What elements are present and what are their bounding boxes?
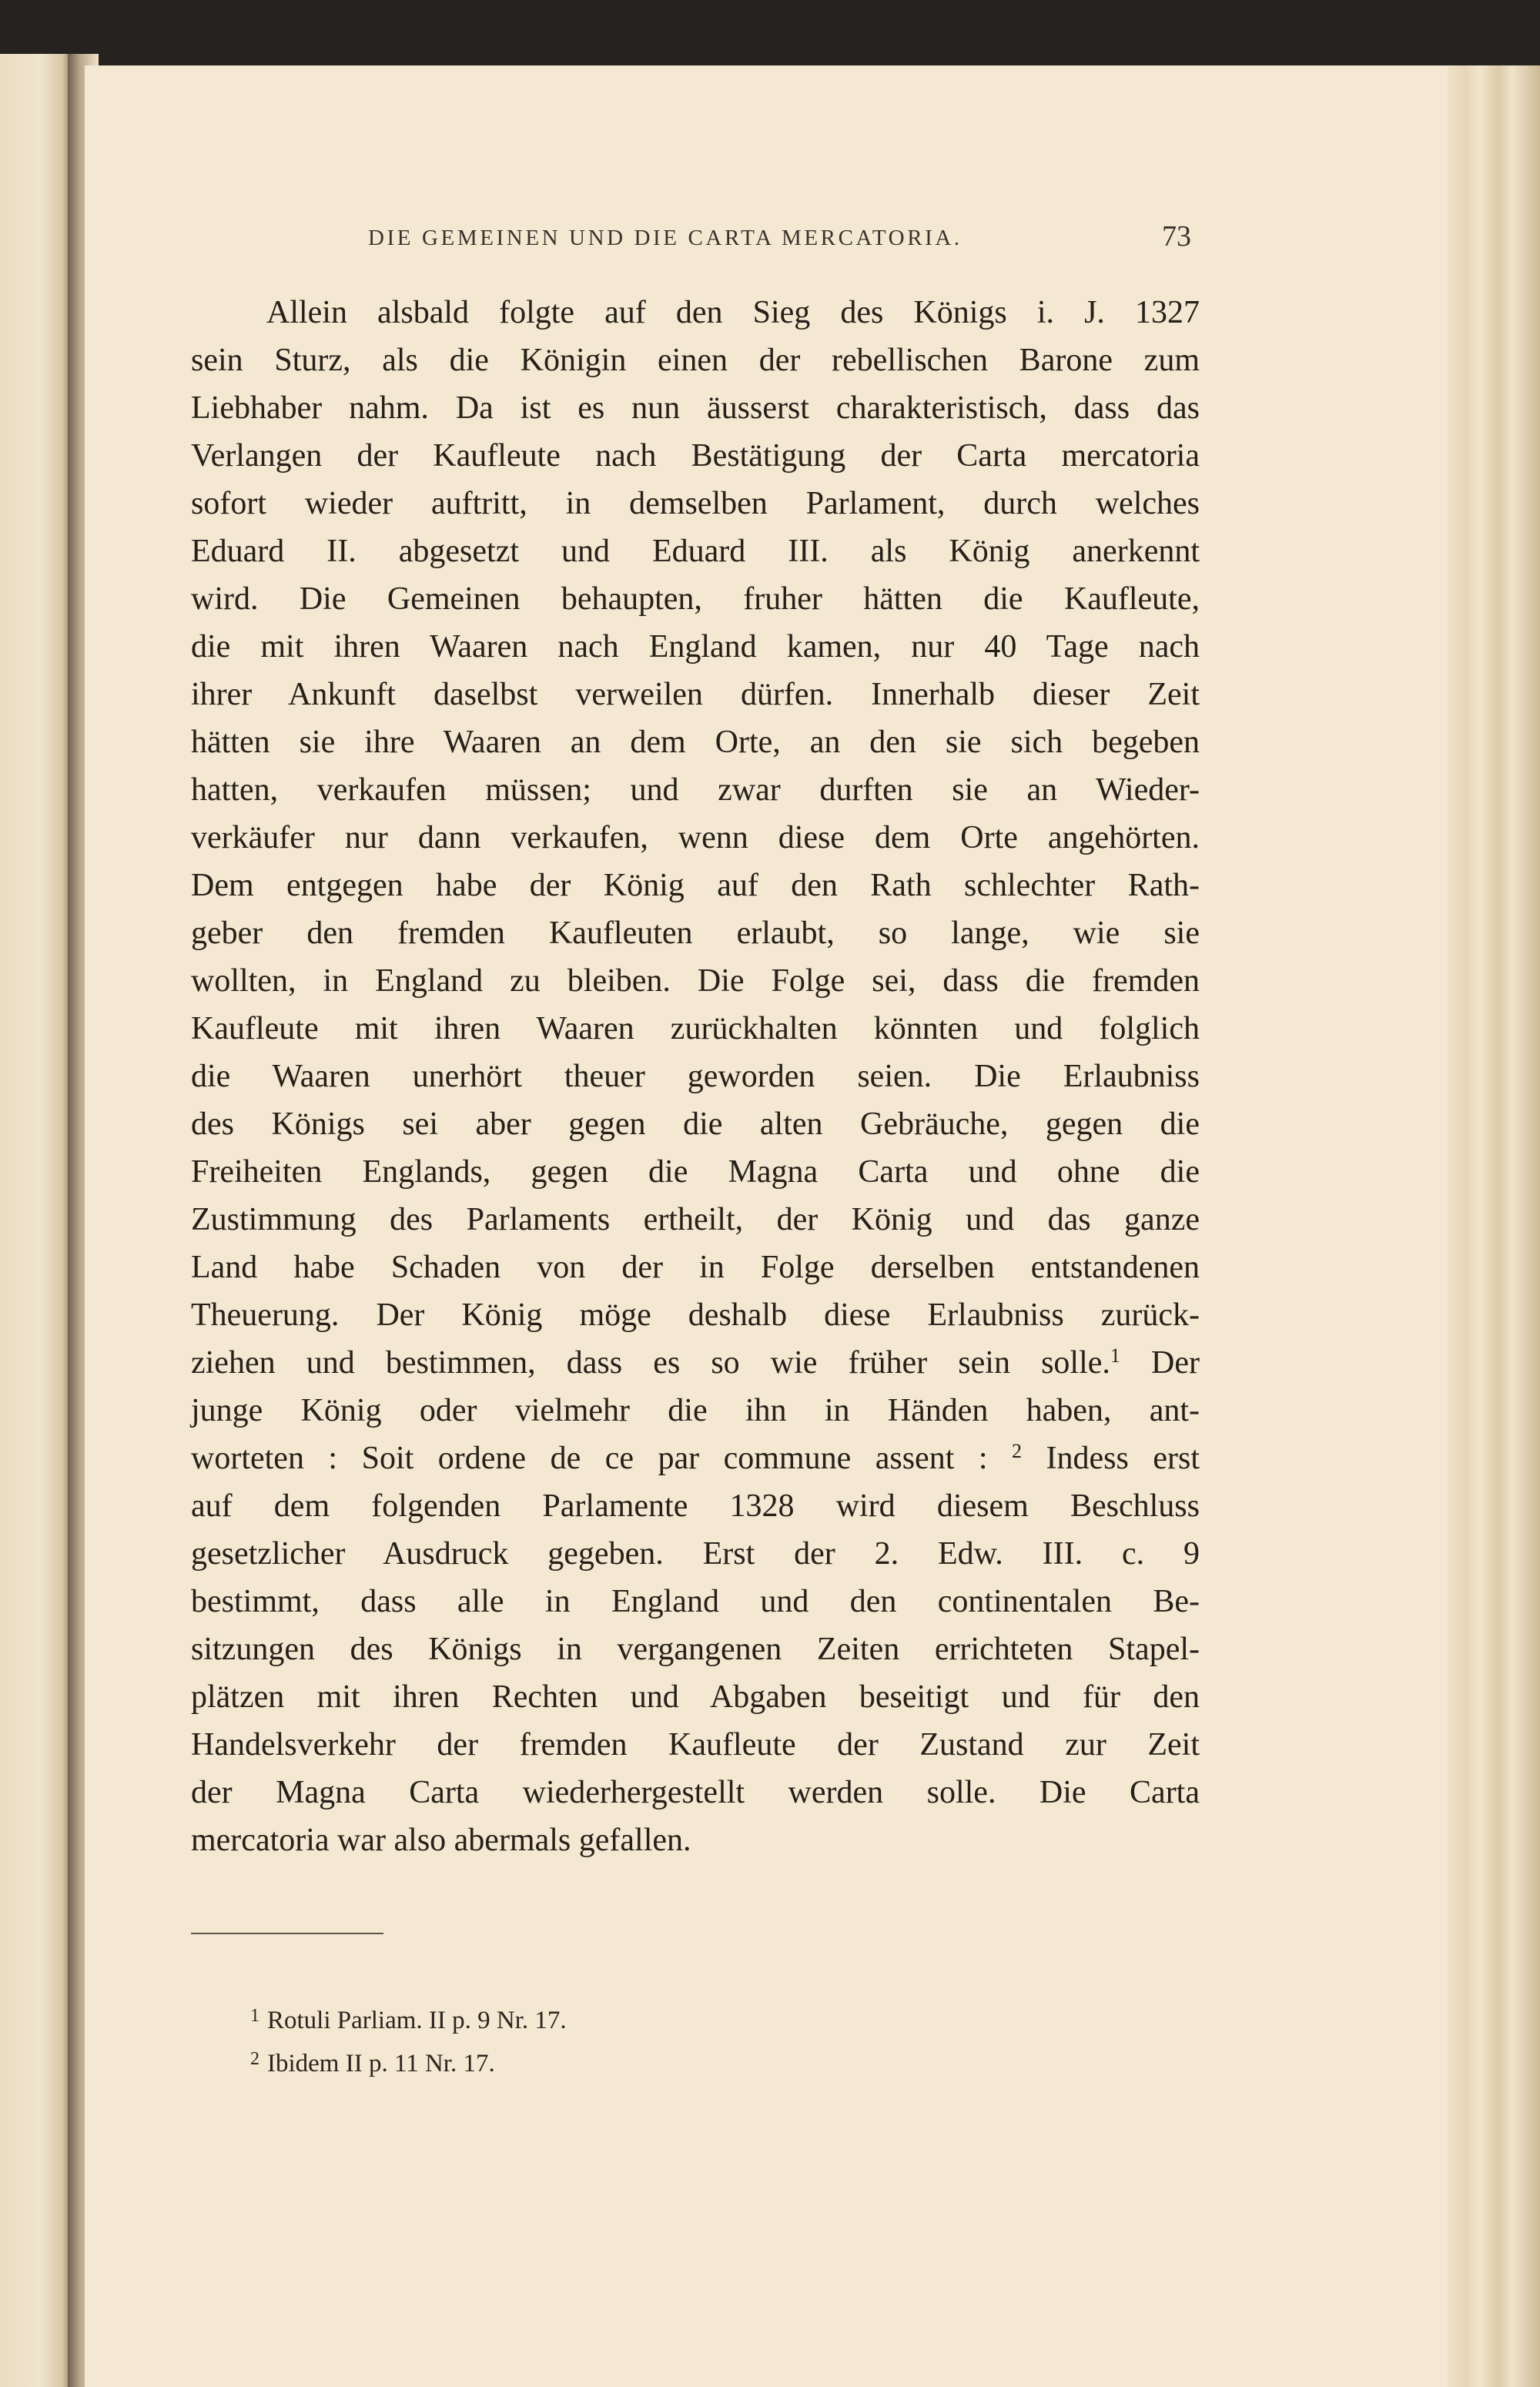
running-head-title: DIE GEMEINEN UND DIE CARTA MERCATORIA. (368, 226, 962, 250)
text-line: Freiheiten Englands, gegen die Magna Carta und ohne die (191, 1154, 1200, 1190)
footnote-ref: 2 (1012, 1440, 1023, 1462)
text-line: mercatoria war also abermals gefallen. (191, 1823, 691, 1858)
text-line: des Königs sei aber gegen die alten Gebräuche, gegen die (191, 1106, 1200, 1142)
text-line: die mit ihren Waaren nach England kamen, nur 40 Tage nach (191, 629, 1200, 665)
text-line: die Waaren unerhört theuer geworden seien. Die Erlaubniss (191, 1059, 1200, 1094)
text-line: Eduard II. abgesetzt und Eduard III. als König anerkennt (191, 534, 1200, 569)
text-line: verkäufer nur dann verkaufen, wenn diese dem Orte angehörten. (191, 820, 1200, 855)
text-line-with-footnote-ref (191, 1339, 1200, 1387)
text-line: junge König oder vielmehr die ihn in Händen haben, ant- (191, 1393, 1200, 1428)
text-line: sofort wieder auftritt, in demselben Parlament, durch welches (191, 486, 1200, 521)
text-line: hatten, verkaufen müssen; und zwar durften sie an Wieder- (191, 772, 1200, 808)
text-line: Liebhaber nahm. Da ist es nun äusserst charakteristisch, dass das (191, 390, 1200, 426)
text-line: geber den fremden Kaufleuten erlaubt, so lange, wie sie (191, 916, 1200, 951)
text-line: Zustimmung des Parlaments ertheilt, der König und das ganze (191, 1202, 1200, 1237)
text-line: Allein alsbald folgte auf den Sieg des Königs i. J. 1327 (266, 295, 1200, 330)
text-line: gesetzlicher Ausdruck gegeben. Erst der 2. Edw. III. c. 9 (191, 1536, 1200, 1572)
text-line: Handelsverkehr der fremden Kaufleute der Zustand zur Zeit (191, 1727, 1200, 1763)
page-stack-edge (1448, 65, 1540, 2387)
text-line: Land habe Schaden von der in Folge derselben entstandenen (191, 1250, 1200, 1285)
text-line: wird. Die Gemeinen behaupten, fruher hätten die Kaufleute, (191, 581, 1200, 617)
footnote-text: Rotuli Parliam. II p. 9 Nr. 17. (267, 2007, 567, 2034)
footnote-ref: 1 (1110, 1344, 1120, 1367)
footnote-text: Ibidem II p. 11 Nr. 17. (267, 2050, 495, 2077)
running-head (0, 219, 1540, 258)
text-segment: Indess erst (1022, 1441, 1200, 1476)
facing-page-edge (0, 54, 73, 2387)
text-line: plätzen mit ihren Rechten und Abgaben beseitigt und für den (191, 1679, 1200, 1715)
footnote-separator (191, 1933, 383, 1934)
text-segment: ziehen und bestimmen, dass es so wie früher sein solle. (191, 1345, 1110, 1381)
footnote-mark: 1 (250, 2006, 259, 2026)
text-line: hätten sie ihre Waaren an dem Orte, an den sie sich begeben (191, 725, 1200, 760)
text-line: auf dem folgenden Parlamente 1328 wird diesem Beschluss (191, 1488, 1200, 1524)
scan-background (0, 0, 1540, 69)
text-line: ihrer Ankunft daselbst verweilen dürfen. Innerhalb dieser Zeit (191, 677, 1200, 712)
text-segment: Der (1120, 1345, 1200, 1381)
text-line: Dem entgegen habe der König auf den Rath schlechter Rath- (191, 868, 1200, 903)
text-line: sitzungen des Königs in vergangenen Zeiten errichteten Stapel- (191, 1632, 1200, 1667)
footnotes (250, 1994, 567, 2081)
text-line: bestimmt, dass alle in England und den continentalen Be- (191, 1584, 1200, 1619)
text-line: der Magna Carta wiederhergestellt werden solle. Die Carta (191, 1775, 1200, 1810)
text-line: Theuerung. Der König möge deshalb diese Erlaubniss zurück- (191, 1297, 1200, 1333)
text-line: wollten, in England zu bleiben. Die Folge sei, dass die fremden (191, 963, 1200, 999)
text-segment: worteten : Soit ordene de ce par commune assent : (191, 1441, 1013, 1476)
text-line: Verlangen der Kaufleute nach Bestätigung der Carta mercatoria (191, 438, 1200, 474)
footnote (250, 1994, 567, 2037)
footnote (250, 2037, 567, 2081)
body-text (191, 289, 1200, 1864)
text-line: Kaufleute mit ihren Waaren zurückhalten könnten und folglich (191, 1011, 1200, 1046)
text-line: sein Sturz, als die Königin einen der rebellischen Barone zum (191, 343, 1200, 378)
text-line-with-footnote-ref (191, 1435, 1200, 1482)
footnote-mark: 2 (250, 2049, 259, 2069)
page-number: 73 (1162, 220, 1191, 253)
